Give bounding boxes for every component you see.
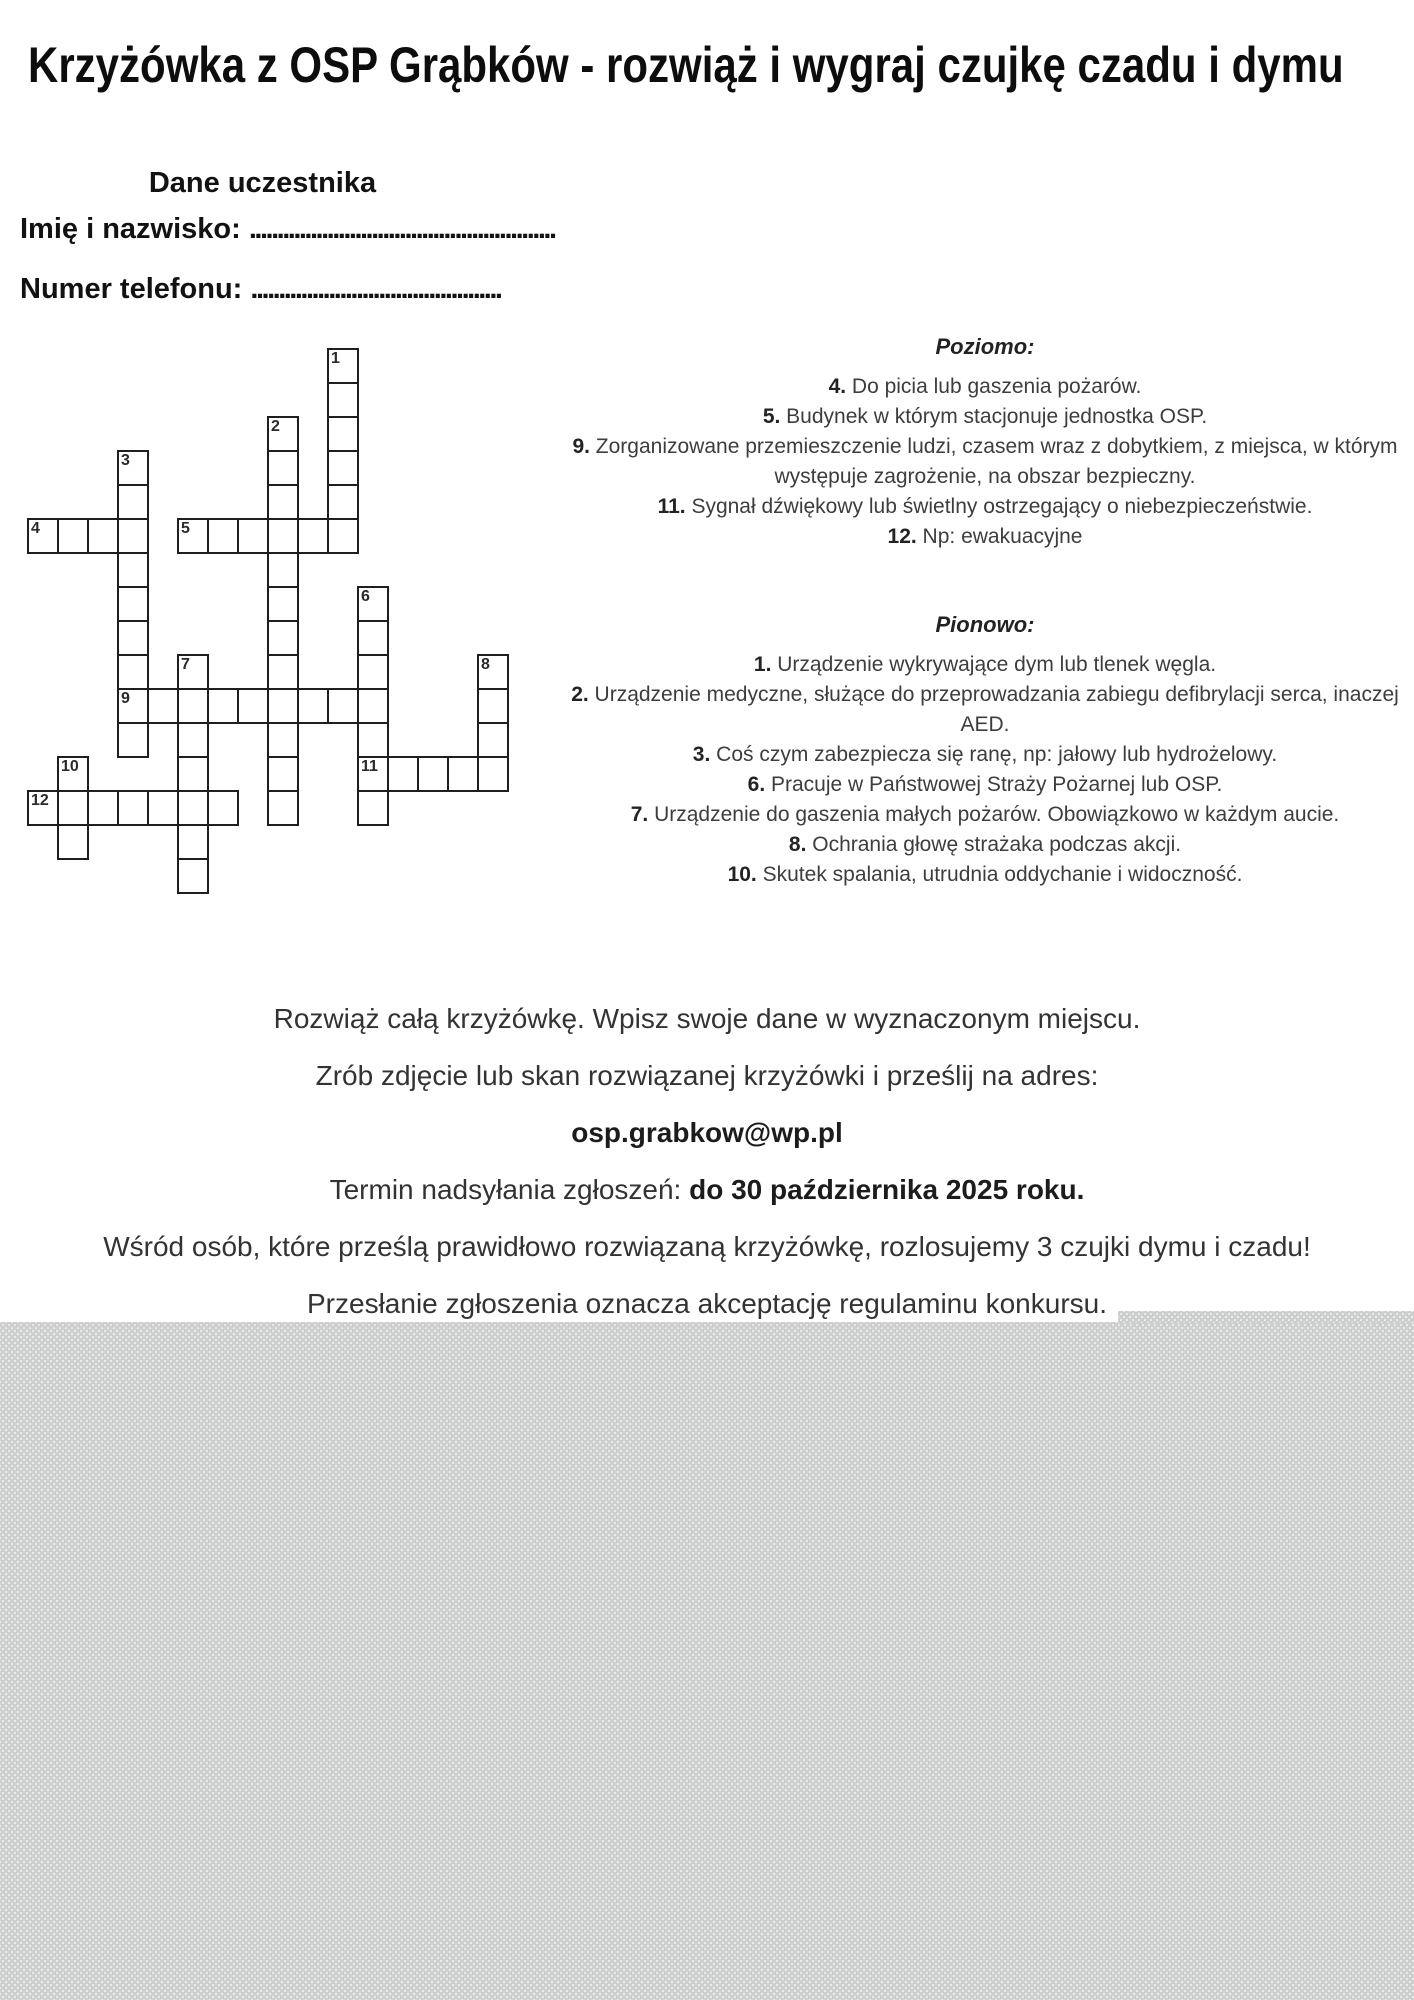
crossword-cell [177,790,209,826]
crossword-cell [177,756,209,792]
crossword-cell [117,484,149,520]
crossword-cell [267,654,299,690]
crossword-cell-number: 12 [31,792,49,809]
crossword-cell-number: 3 [121,452,130,469]
crossword-cell [477,654,509,690]
clue-down-8: 8. Ochrania głowę strażaka podczas akcji. [788,833,1182,856]
phone-line [20,273,500,306]
crossword-cell [177,858,209,894]
instruction-line-1: Rozwiąż całą krzyżówkę. Wpisz swoje dane w wyznaczonym miejscu. [273,1003,1141,1034]
crossword-cell [297,518,329,554]
crossword-cell [267,416,299,452]
crossword-cell [207,790,239,826]
crossword-cell [27,790,59,826]
crossword-cell [57,790,89,826]
crossword-cell [87,518,119,554]
crossword-cell [267,688,299,724]
crossword-cell [267,552,299,588]
crossword-cell [117,450,149,486]
crossword-cell [477,756,509,792]
crossword-cell [267,586,299,622]
clues-panel [556,334,1414,890]
instructions-block [0,990,1414,1332]
clue-down-6: 6. Pracuje w Państwowej Straży Pożarnej lub OSP. [747,773,1223,796]
crossword-cell-number: 8 [481,656,490,673]
crossword-cell [207,688,239,724]
crossword-cell [237,518,269,554]
crossword-cell [357,790,389,826]
crossword-cell [237,688,269,724]
crossword-cell [27,518,59,554]
crossword-cell [117,620,149,656]
crossword-cell-number: 1 [331,350,340,367]
crossword-cell [357,654,389,690]
down-clues-list [556,650,1414,890]
crossword-cell [267,518,299,554]
clue-down-10: 10. Skutek spalania, utrudnia oddychanie i widoczność. [727,863,1243,886]
clue-down-3: 3. Coś czym zabezpiecza się ranę, np: jałowy lub hydrożelowy. [692,743,1278,766]
clue-across-11: 11. Sygnał dźwiękowy lub świetlny ostrzegający o niebezpieczeństwie. [657,495,1313,518]
crossword-cell-number: 9 [121,690,130,707]
crossword-cell [117,586,149,622]
crossword-cell-number: 11 [361,758,378,775]
crossword-cell-number: 4 [31,520,40,537]
across-clues-list [556,372,1414,552]
crossword-cell [357,722,389,758]
crossword-cell [207,518,239,554]
clue-across-9: 9. Zorganizowane przemieszczenie ludzi, czasem wraz z dobytkiem, z miejsca, w którym występuje zagrożenie, na obszar bezpieczny. [572,435,1398,488]
crossword-cell-number: 10 [61,758,79,775]
crossword-cell [327,382,359,418]
crossword-cell [357,586,389,622]
clue-down-7: 7. Urządzenie do gaszenia małych pożarów. Obowiązkowo w każdym aucie. [630,803,1340,826]
crossword-cell [267,450,299,486]
crossword-cell [147,688,179,724]
crossword-cell [57,756,89,792]
crossword-cell [477,722,509,758]
instruction-line-3: osp.grabkow@wp.pl [571,1117,843,1148]
name-fill-in-line: ....................................................... [248,213,555,245]
crossword-cell [57,518,89,554]
crossword-cell [357,620,389,656]
crossword-cell [267,790,299,826]
clue-across-4: 4. Do picia lub gaszenia pożarów. [828,375,1142,398]
crossword-cell [117,552,149,588]
down-clues-heading: Pionowo: [935,612,1035,637]
crossword-cell [117,722,149,758]
crossword-cell [357,756,389,792]
bottom-gray-area-notch [1118,1311,1414,1323]
crossword-cell [327,518,359,554]
crossword-cell [327,416,359,452]
name-line [20,213,555,246]
crossword-cell [387,756,419,792]
name-label: Imię i nazwisko: [20,213,241,245]
participant-data-heading: Dane uczestnika [148,167,377,199]
crossword-cell [327,450,359,486]
crossword-cell [117,654,149,690]
crossword-cell [117,688,149,724]
phone-fill-in-line: ............................................. [250,273,501,305]
crossword-cell [267,484,299,520]
crossword-cell [477,688,509,724]
instruction-line-2: Zrób zdjęcie lub skan rozwiązanej krzyżówki i prześlij na adres: [315,1060,1099,1091]
crossword-cell [177,688,209,724]
crossword-cell [267,722,299,758]
instruction-line-4: Termin nadsyłania zgłoszeń: do 30 października 2025 roku. [329,1174,1085,1205]
page-title-text: Krzyżówka z OSP Grąbków - rozwiąż i wygraj czujkę czadu i dymu [28,37,1344,93]
crossword-cell [327,484,359,520]
crossword-cell [117,518,149,554]
crossword-cell-number: 5 [181,520,190,537]
across-clues-heading: Poziomo: [935,334,1035,359]
crossword-cell [117,790,149,826]
crossword-cell [297,688,329,724]
page-title [28,36,1414,94]
crossword-cell [177,518,209,554]
crossword-cell [57,824,89,860]
crossword-cell [267,756,299,792]
crossword-cell [267,620,299,656]
bottom-gray-area [0,1322,1414,2000]
clue-down-2: 2. Urządzenie medyczne, służące do przeprowadzania zabiegu defibrylacji serca, inaczej AED. [571,683,1399,736]
clue-across-12: 12. Np: ewakuacyjne [887,525,1083,548]
crossword-cell [357,688,389,724]
instruction-line-5: Wśród osób, które prześlą prawidłowo rozwiązaną krzyżówkę, rozlosujemy 3 czujki dymu i czadu! [103,1231,1311,1262]
crossword-cell-number: 7 [181,656,190,673]
crossword-cell [327,348,359,384]
crossword-cell [447,756,479,792]
clue-across-5: 5. Budynek w którym stacjonuje jednostka OSP. [762,405,1208,428]
crossword-cell [87,790,119,826]
crossword-cell-number: 6 [361,588,370,605]
crossword-cell [147,790,179,826]
clue-down-1: 1. Urządzenie wykrywające dym lub tlenek węgla. [753,653,1217,676]
crossword-cell [327,688,359,724]
crossword-cell [177,722,209,758]
phone-label: Numer telefonu: [20,273,243,305]
crossword-cell [417,756,449,792]
crossword-cell-number: 2 [271,418,280,435]
instruction-line-6: Przesłanie zgłoszenia oznacza akceptację regulaminu konkursu. [307,1288,1107,1319]
crossword-cell [177,654,209,690]
crossword-cell [177,824,209,860]
